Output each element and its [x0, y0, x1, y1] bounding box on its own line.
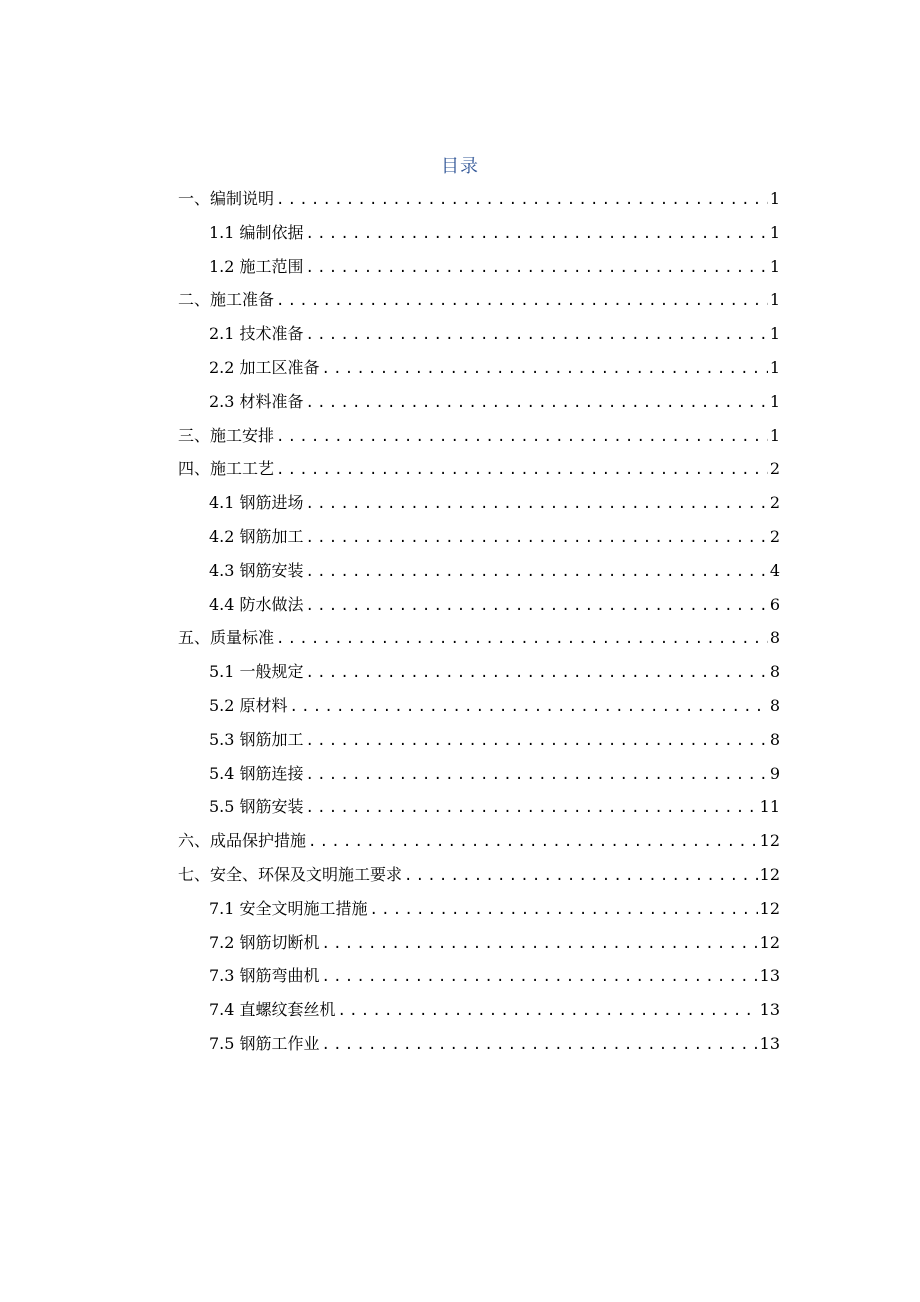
toc-entry-label: 六、成品保护措施 [178, 831, 307, 851]
toc-entry-label: 4.2 钢筋加工 [209, 526, 304, 546]
toc-entry-page-number: 2 [769, 526, 780, 546]
toc-leader-dots [276, 454, 768, 488]
toc-entry-label: 2.3 材料准备 [209, 391, 304, 411]
toc-entry[interactable] [178, 216, 780, 250]
toc-entry-label: 5.1 一般规定 [209, 662, 304, 682]
toc-leader-dots [322, 961, 758, 995]
toc-entry[interactable] [178, 351, 780, 385]
toc-leader-dots [306, 252, 768, 286]
toc-entry-label: 5.4 钢筋连接 [209, 763, 304, 783]
toc-entry-label: 7.4 直螺纹套丝机 [209, 1000, 336, 1020]
toc-entry-label: 七、安全、环保及文明施工要求 [178, 864, 403, 884]
toc-entry[interactable] [178, 554, 780, 588]
toc-entry[interactable] [178, 858, 780, 892]
toc-entry-page-number: 8 [769, 695, 780, 715]
toc-entry-page-number: 8 [769, 628, 780, 648]
toc-entry-page-number: 1 [769, 425, 780, 445]
toc-entry-page-number: 8 [769, 729, 780, 749]
toc-entry-page-number: 8 [769, 662, 780, 682]
toc-entry-page-number: 1 [769, 189, 780, 208]
toc-entry-label: 四、施工工艺 [178, 459, 275, 479]
toc-entry[interactable] [178, 723, 780, 757]
toc-leader-dots [404, 860, 758, 894]
toc-entry[interactable] [178, 689, 780, 723]
toc-entry-label: 五、质量标准 [178, 628, 275, 648]
toc-leader-dots [306, 657, 768, 691]
toc-leader-dots [276, 421, 768, 455]
toc-title: 目录 [441, 156, 479, 177]
toc-entry-label: 1.1 编制依据 [209, 222, 304, 242]
toc-entry-label: 7.1 安全文明施工措施 [209, 898, 368, 918]
toc-leader-dots [306, 488, 768, 522]
toc-entry-page-number: 1 [769, 357, 780, 377]
toc-entry-page-number: 1 [769, 222, 780, 242]
toc-entry-page-number: 9 [769, 763, 780, 783]
toc-entry-label: 7.5 钢筋工作业 [209, 1033, 320, 1053]
toc-entry-label: 5.5 钢筋安装 [209, 797, 304, 817]
toc-entry-page-number: 1 [769, 290, 780, 310]
toc-leader-dots [338, 995, 758, 1029]
toc-entry-label: 2.2 加工区准备 [209, 357, 320, 377]
toc-leader-dots [306, 387, 768, 421]
toc-entry[interactable] [178, 452, 780, 486]
toc-leader-dots [322, 928, 758, 962]
toc-entry[interactable] [178, 959, 780, 993]
toc-entry-page-number: 13 [759, 1000, 780, 1020]
toc-entry[interactable] [178, 1027, 780, 1061]
toc-entry-label: 4.3 钢筋安装 [209, 560, 304, 580]
toc-entry[interactable] [178, 588, 780, 622]
toc-leader-dots [306, 319, 768, 353]
toc-entry[interactable] [178, 182, 780, 216]
toc-leader-dots [306, 218, 768, 252]
toc-entry[interactable] [178, 486, 780, 520]
toc-entry[interactable] [178, 824, 780, 858]
toc-entry-page-number: 13 [759, 966, 780, 986]
toc-entry-label: 7.3 钢筋弯曲机 [209, 966, 320, 986]
toc-leader-dots [306, 590, 768, 624]
toc-entry-page-number: 6 [769, 594, 780, 614]
toc-entry-page-number: 11 [759, 797, 780, 817]
toc-leader-dots [306, 725, 768, 759]
toc-leader-dots [290, 691, 768, 725]
toc-entry-page-number: 4 [769, 560, 780, 580]
toc-entry[interactable] [178, 419, 780, 453]
toc-entry-label: 4.1 钢筋进场 [209, 493, 304, 513]
toc-entry-page-number: 1 [769, 256, 780, 276]
toc-entry[interactable] [178, 283, 780, 317]
toc-entry-page-number: 2 [769, 493, 780, 513]
toc-entry[interactable] [178, 385, 780, 419]
toc-leader-dots [306, 792, 758, 826]
toc-entry-label: 二、施工准备 [178, 290, 275, 310]
toc-entry-label: 2.1 技术准备 [209, 324, 304, 344]
toc-entry[interactable] [178, 520, 780, 554]
toc-leader-dots [306, 759, 768, 793]
toc-entry-page-number: 13 [759, 1033, 780, 1053]
toc-entry-label: 5.2 原材料 [209, 695, 288, 715]
toc-entry-label: 7.2 钢筋切断机 [209, 932, 320, 952]
toc-leader-dots [306, 556, 768, 590]
toc-entry[interactable] [178, 790, 780, 824]
toc-entry-label: 4.4 防水做法 [209, 594, 304, 614]
toc-entry[interactable] [178, 993, 780, 1027]
toc-entry-page-number: 1 [769, 391, 780, 411]
toc-leader-dots [370, 894, 758, 928]
toc-entry[interactable] [178, 621, 780, 655]
toc-leader-dots [276, 285, 768, 319]
toc-entry-label: 1.2 施工范围 [209, 256, 304, 276]
toc-leader-dots [322, 353, 768, 387]
toc-entry-label: 三、施工安排 [178, 425, 275, 445]
toc-leader-dots [276, 184, 768, 218]
toc-entry-page-number: 12 [759, 864, 780, 884]
toc-entry-page-number: 12 [759, 898, 780, 918]
toc-entry[interactable] [178, 892, 780, 926]
toc-entry[interactable] [178, 655, 780, 689]
toc-entry[interactable] [178, 250, 780, 284]
toc-leader-dots [276, 623, 768, 657]
toc-entry-page-number: 12 [759, 932, 780, 952]
toc-leader-dots [322, 1029, 758, 1063]
toc-entry-page-number: 2 [769, 459, 780, 479]
toc-entry-page-number: 12 [759, 831, 780, 851]
toc-entry[interactable] [178, 317, 780, 351]
toc-entry[interactable] [178, 926, 780, 960]
toc-leader-dots [308, 826, 758, 860]
toc-list [178, 182, 780, 1061]
toc-leader-dots [306, 522, 768, 556]
toc-entry-label: 5.3 钢筋加工 [209, 729, 304, 749]
toc-entry-label: 一、编制说明 [178, 189, 275, 208]
toc-entry-page-number: 1 [769, 324, 780, 344]
toc-entry[interactable] [178, 757, 780, 791]
